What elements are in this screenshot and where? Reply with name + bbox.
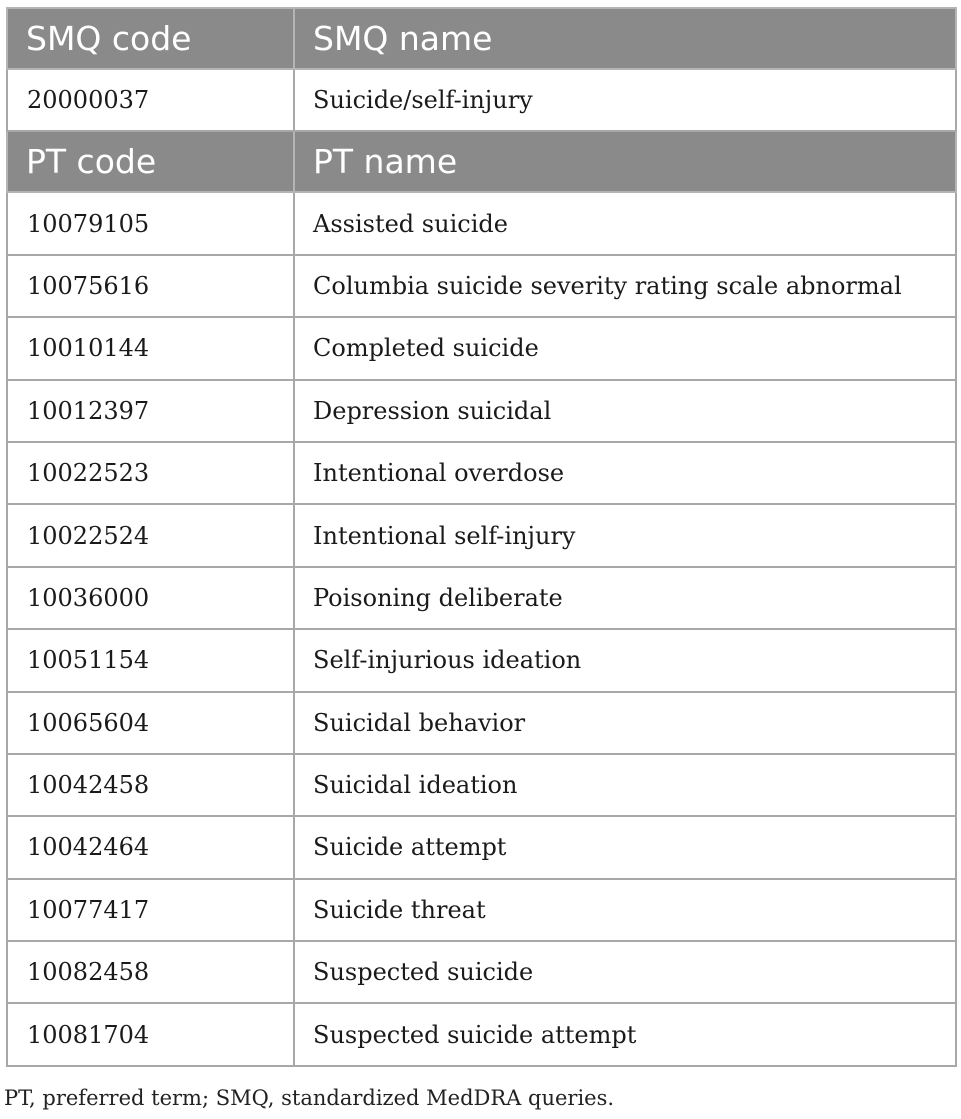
pt-code-cell: 10065604	[7, 692, 294, 754]
pt-code-cell: 10051154	[7, 629, 294, 691]
pt-name-cell: Suicide attempt	[294, 816, 956, 878]
pt-name-header: PT name	[294, 131, 956, 192]
pt-code-cell: 10022524	[7, 504, 294, 566]
pt-row	[7, 567, 956, 629]
pt-row	[7, 754, 956, 816]
pt-code-cell: 10042464	[7, 816, 294, 878]
smq-code-cell: 20000037	[7, 69, 294, 131]
pt-row	[7, 192, 956, 254]
pt-name-cell: Poisoning deliberate	[294, 567, 956, 629]
pt-code-cell: 10010144	[7, 317, 294, 379]
smq-name-cell: Suicide/self-injury	[294, 69, 956, 131]
pt-name-cell: Suicidal behavior	[294, 692, 956, 754]
pt-name-cell: Suspected suicide attempt	[294, 1003, 956, 1065]
smq-header-row	[7, 8, 956, 69]
smq-code-header: SMQ code	[7, 8, 294, 69]
pt-row	[7, 879, 956, 941]
pt-name-cell: Self-injurious ideation	[294, 629, 956, 691]
smq-name-header: SMQ name	[294, 8, 956, 69]
pt-row	[7, 442, 956, 504]
pt-code-cell: 10081704	[7, 1003, 294, 1065]
pt-row	[7, 380, 956, 442]
pt-name-cell: Assisted suicide	[294, 192, 956, 254]
pt-row	[7, 504, 956, 566]
pt-name-cell: Intentional self-injury	[294, 504, 956, 566]
pt-row	[7, 317, 956, 379]
pt-code-cell: 10077417	[7, 879, 294, 941]
pt-name-cell: Completed suicide	[294, 317, 956, 379]
pt-code-cell: 10012397	[7, 380, 294, 442]
smq-pt-table-container	[6, 7, 955, 1067]
pt-name-cell: Suicide threat	[294, 879, 956, 941]
pt-row	[7, 255, 956, 317]
pt-row	[7, 1003, 956, 1065]
pt-name-cell: Columbia suicide severity rating scale abnormal	[294, 255, 956, 317]
pt-code-cell: 10082458	[7, 941, 294, 1003]
table-footnote: PT, preferred term; SMQ, standardized MedDRA queries.	[4, 1086, 615, 1110]
pt-header-row	[7, 131, 956, 192]
smq-row	[7, 69, 956, 131]
pt-code-cell: 10022523	[7, 442, 294, 504]
pt-row	[7, 629, 956, 691]
pt-name-cell: Suicidal ideation	[294, 754, 956, 816]
pt-code-header: PT code	[7, 131, 294, 192]
pt-code-cell: 10042458	[7, 754, 294, 816]
pt-row	[7, 692, 956, 754]
pt-row	[7, 941, 956, 1003]
pt-name-cell: Intentional overdose	[294, 442, 956, 504]
pt-name-cell: Depression suicidal	[294, 380, 956, 442]
pt-name-cell: Suspected suicide	[294, 941, 956, 1003]
pt-code-cell: 10075616	[7, 255, 294, 317]
smq-pt-table	[6, 7, 957, 1067]
pt-row	[7, 816, 956, 878]
pt-code-cell: 10079105	[7, 192, 294, 254]
pt-code-cell: 10036000	[7, 567, 294, 629]
